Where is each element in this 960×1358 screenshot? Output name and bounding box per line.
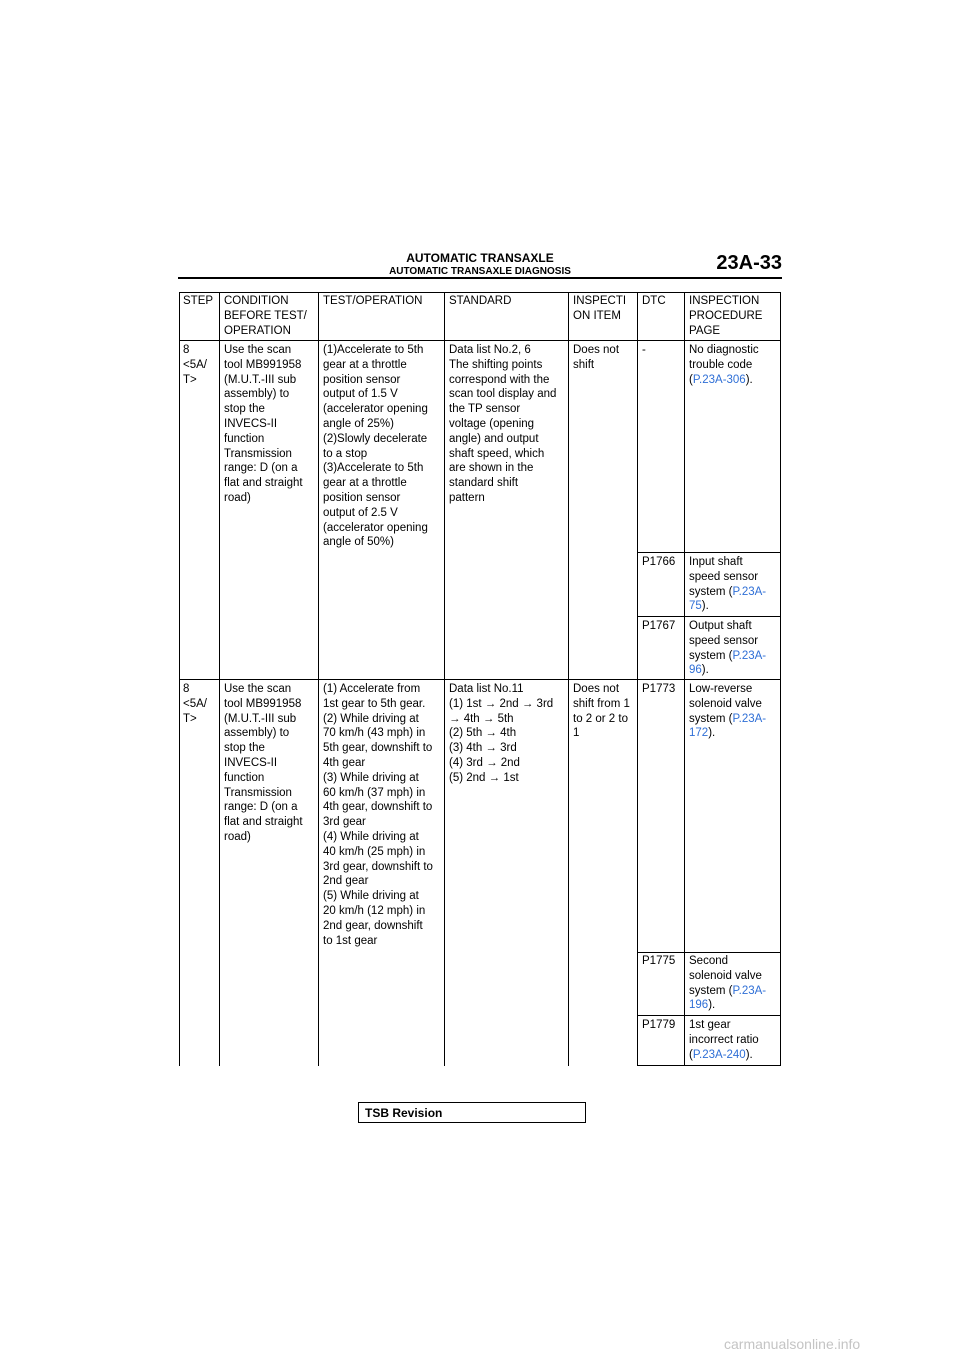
section-title: AUTOMATIC TRANSAXLE bbox=[406, 251, 554, 265]
column-header-step: STEP bbox=[183, 295, 214, 307]
step-cell: 8 <5A/ T> bbox=[183, 683, 207, 725]
inspection-item-cell: Does not shift from 1 to 2 or 2 to 1 bbox=[573, 683, 630, 740]
dtc-code: P1775 bbox=[642, 955, 676, 967]
procedure-page-link[interactable]: P.23A- 172 bbox=[689, 712, 767, 740]
standard-cell: Data list No.2, 6 The shifting points correspond with the scan tool display and the TP sensor voltage (opening angle) and output shaft speed, which are shown in the standard shift pattern bbox=[449, 344, 557, 504]
dtc-code: P1779 bbox=[642, 1019, 676, 1031]
procedure-page-cell: No diagnostic trouble code (P.23A-306). bbox=[689, 344, 759, 386]
section-subtitle: AUTOMATIC TRANSAXLE DIAGNOSIS bbox=[389, 266, 571, 277]
standard-cell: Data list No.11 (1) 1st → 2nd → 3rd → 4th → 5th (2) 5th → 4th (3) 4th → 3rd (4) 3rd → 2nd (5) 2nd → 1st bbox=[449, 683, 554, 784]
procedure-page-cell: Low-reverse solenoid valve system (P.23A- 172). bbox=[689, 683, 767, 740]
procedure-page-link[interactable]: P.23A-240 bbox=[692, 1048, 746, 1061]
dtc-code: P1773 bbox=[642, 683, 676, 695]
procedure-page-cell: Output shaft speed sensor system (P.23A- 96). bbox=[689, 620, 767, 677]
inspection-item-cell: Does not shift bbox=[573, 344, 620, 371]
dtc-code: P1766 bbox=[642, 556, 676, 568]
condition-cell: Use the scan tool MB991958 (M.U.T.-III sub assembly) to stop the INVECS-II function Transmission range: D (on a flat and straight road) bbox=[224, 683, 303, 843]
tsb-revision-box bbox=[358, 1102, 586, 1123]
page-number: 23A-33 bbox=[716, 252, 782, 274]
column-header-condition: CONDITION BEFORE TEST/ OPERATION bbox=[224, 295, 307, 337]
procedure-page-cell: 1st gear incorrect ratio (P.23A-240). bbox=[689, 1019, 759, 1061]
column-header-standard: STANDARD bbox=[449, 295, 512, 307]
dtc-code: P1767 bbox=[642, 620, 676, 632]
procedure-page-link[interactable]: P.23A- 75 bbox=[689, 585, 767, 613]
procedure-page-cell: Second solenoid valve system (P.23A- 196). bbox=[689, 955, 767, 1012]
procedure-page-link[interactable]: P.23A- 196 bbox=[689, 984, 767, 1012]
tsb-revision-label: TSB Revision bbox=[365, 1106, 443, 1120]
procedure-page-link[interactable]: P.23A-306 bbox=[692, 373, 746, 386]
test-operation-cell: (1) Accelerate from 1st gear to 5th gear. (2) While driving at 70 km/h (43 mph) in 5th gear, downshift to 4th gear (3) While driving at 60 km/h (37 mph) in 4th gear, downshift to 3rd gear (4) While driving at 40 km/h (25 mph) in 3rd gear, downshift to 2nd gear (5) While driving at 20 km/h (12 mph) in 2nd gear, downshift to 1st gear bbox=[323, 683, 433, 947]
column-header-dtc: DTC bbox=[642, 295, 666, 307]
column-header-test-operation: TEST/OPERATION bbox=[323, 295, 423, 307]
procedure-page-cell: Input shaft speed sensor system (P.23A- 75). bbox=[689, 556, 767, 613]
test-operation-cell: (1)Accelerate to 5th gear at a throttle position sensor output of 1.5 V (accelerator opening angle of 25%) (2)Slowly decelerate to a stop (3)Accelerate to 5th gear at a throttle position sensor output of 2.5 V (accelerator opening angle of 50%) bbox=[323, 344, 428, 549]
watermark: carmanualsonline.info bbox=[724, 1336, 861, 1352]
procedure-page-link[interactable]: P.23A- 96 bbox=[689, 649, 767, 677]
column-header-inspection-item: INSPECTI ON ITEM bbox=[573, 295, 627, 322]
dtc-code: - bbox=[642, 344, 646, 356]
header-rule bbox=[178, 277, 782, 279]
condition-cell: Use the scan tool MB991958 (M.U.T.-III sub assembly) to stop the INVECS-II function Transmission range: D (on a flat and straight road) bbox=[224, 344, 303, 504]
column-header-procedure-page: INSPECTION PROCEDURE PAGE bbox=[689, 295, 763, 337]
step-cell: 8 <5A/ T> bbox=[183, 344, 207, 386]
